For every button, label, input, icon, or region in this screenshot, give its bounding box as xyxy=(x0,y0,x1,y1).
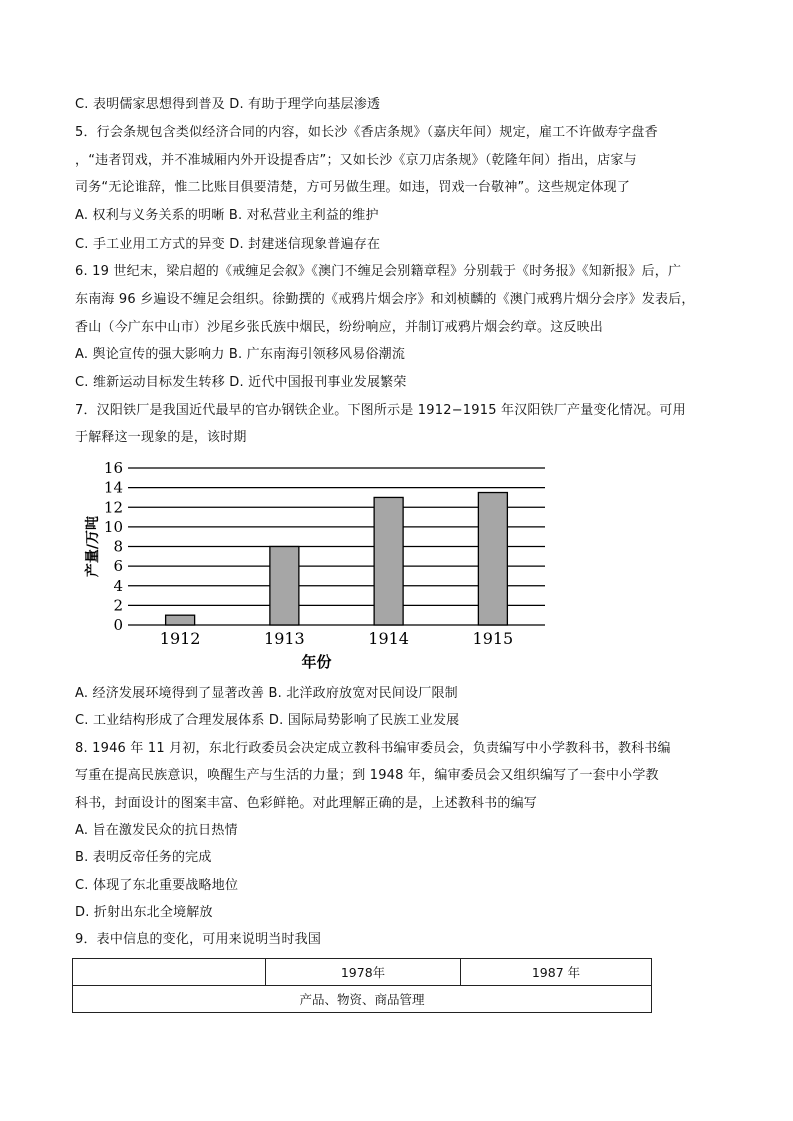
text-line: 司务“无论谁辞，惟二比账目俱要清楚，方可另做生理。如违，罚戏一台敬神”。这些规定体现了 xyxy=(75,180,631,195)
production-bar-chart xyxy=(80,455,560,677)
y-tick-label: 14 xyxy=(103,478,123,497)
text-line: 8. 1946 年 11 月初，东北行政委员会决定成立教科书编审委员会，负责编写中小学教科书，教科书编 xyxy=(75,741,671,756)
bar xyxy=(478,493,507,625)
table-header-cell xyxy=(73,959,266,986)
y-tick-label: 10 xyxy=(103,517,123,536)
bar xyxy=(166,615,195,625)
table-header-cell: 1987 年 xyxy=(461,959,652,986)
x-axis-title: 年份 xyxy=(301,653,332,671)
text-line: 科书，封面设计的图案丰富、色彩鲜艳。对此理解正确的是，上述教科书的编写 xyxy=(75,796,538,811)
text-line: A. 舆论宣传的强大影响力 B. 广东南海引领移风易俗潮流 xyxy=(75,347,406,362)
y-tick-label: 16 xyxy=(103,459,123,477)
y-tick-label: 6 xyxy=(113,557,123,576)
text-line: 香山（今广东中山市）沙尾乡张氏族中烟民，纷纷响应，并制订戒鸦片烟会约章。这反映出 xyxy=(75,320,604,335)
text-line: 5．行会条规包含类似经济合同的内容，如长沙《香店条规》（嘉庆年间）规定，雇工不许做寿字盘香 xyxy=(75,125,658,140)
text-line: C. 维新运动目标发生转移 D. 近代中国报刊事业发展繁荣 xyxy=(75,375,407,390)
text-line: C. 手工业用工方式的异变 D. 封建迷信现象普遍存在 xyxy=(75,237,381,252)
table-row xyxy=(73,986,652,1013)
comparison-table xyxy=(72,958,652,1013)
text-line: A. 经济发展环境得到了显著改善 B. 北洋政府放宽对民间设厂限制 xyxy=(75,686,458,701)
x-tick-label: 1912 xyxy=(159,629,201,648)
bar xyxy=(270,547,299,626)
x-tick-label: 1913 xyxy=(264,629,305,648)
text-line: A. 权利与义务关系的明晰 B. 对私营业主利益的维护 xyxy=(75,208,379,223)
bar xyxy=(374,497,403,625)
y-tick-label: 0 xyxy=(113,616,123,634)
text-line: 于解释这一现象的是，该时期 xyxy=(75,430,247,445)
text-line: D. 折射出东北全境解放 xyxy=(75,905,213,920)
table-header-cell: 1978年 xyxy=(266,959,461,986)
table-header-row xyxy=(73,959,652,986)
text-line: 7．汉阳铁厂是我国近代最早的官办钢铁企业。下图所示是 1912−1915 年汉阳铁厂产量变化情况。可用 xyxy=(75,403,686,418)
text-line: B. 表明反帝任务的完成 xyxy=(75,850,212,865)
text-line: 9．表中信息的变化，可用来说明当时我国 xyxy=(75,932,322,947)
y-tick-label: 4 xyxy=(113,576,123,595)
y-tick-label: 8 xyxy=(113,537,123,556)
text-line: C. 表明儒家思想得到普及 D. 有助于理学向基层渗透 xyxy=(75,97,381,112)
y-tick-label: 2 xyxy=(113,596,123,615)
y-axis-title: 产量/万吨 xyxy=(85,515,101,578)
text-line: C. 体现了东北重要战略地位 xyxy=(75,878,239,893)
text-line: C. 工业结构形成了合理发展体系 D. 国际局势影响了民族工业发展 xyxy=(75,713,460,728)
x-tick-label: 1915 xyxy=(472,629,514,648)
text-line: 东南海 96 乡遍设不缠足会组织。徐勤撰的《戒鸦片烟会序》和刘桢麟的《澳门戒鸦片烟分会序》发表后， xyxy=(75,292,695,307)
table-cell: 产品、物资、商品管理 xyxy=(73,986,652,1013)
y-tick-label: 12 xyxy=(103,498,123,517)
text-line: 6. 19 世纪末，梁启超的《戒缠足会叙》《澳门不缠足会别籍章程》分别载于《时务报》《知新报》后，广 xyxy=(75,264,682,279)
text-line: ，“违者罚戏，并不准城厢内外开设提香店”；又如长沙《京刀店条规》（乾隆年间）指出，店家与 xyxy=(75,153,637,168)
text-line: A. 旨在激发民众的抗日热情 xyxy=(75,823,238,838)
x-tick-label: 1914 xyxy=(368,629,409,648)
text-line: 写重在提高民族意识，唤醒生产与生活的力量；到 1948 年，编审委员会又组织编写了一套中小学教 xyxy=(75,768,659,783)
